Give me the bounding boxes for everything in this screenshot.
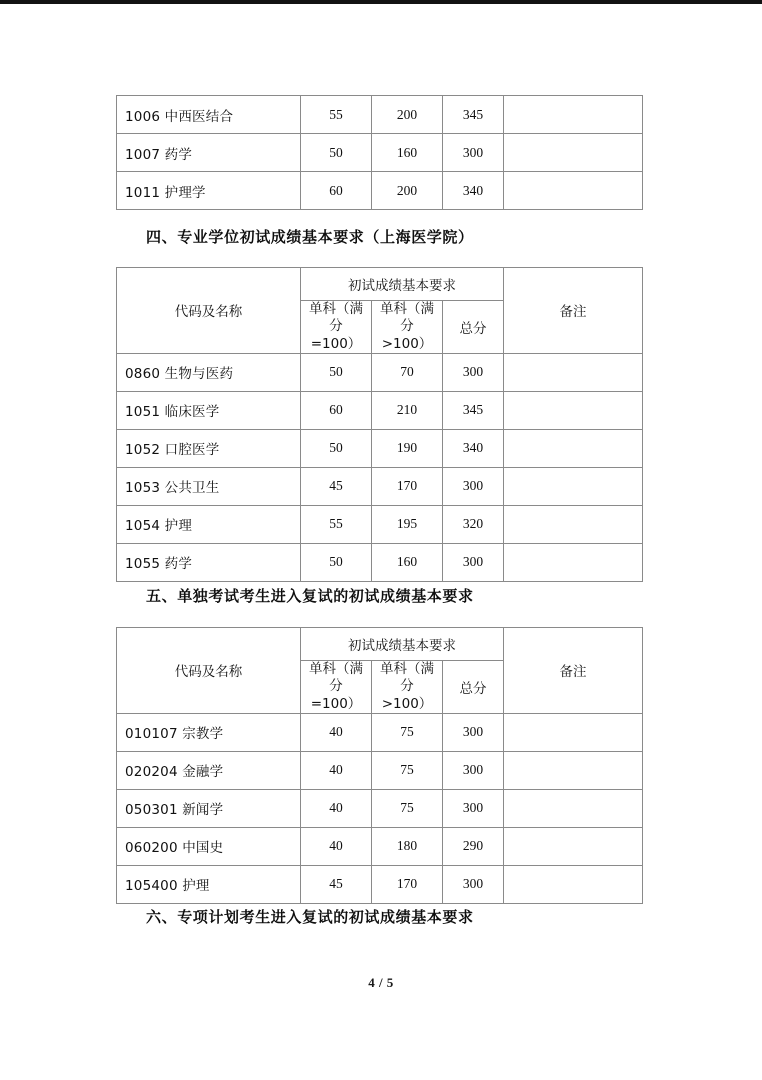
cell-remark — [504, 713, 643, 751]
cell-remark — [504, 172, 643, 210]
cell-single-eq100: 40 — [301, 713, 372, 751]
score-table-continued — [116, 95, 643, 210]
table-row — [117, 505, 643, 543]
cell-remark — [504, 543, 643, 581]
section-heading-six: 六、专项计划考生进入复试的初试成绩基本要求 — [146, 908, 474, 926]
header-program-name: 代码及名称 — [117, 268, 301, 354]
cell-total-score: 340 — [443, 429, 504, 467]
cell-program-name: 1051 临床医学 — [117, 391, 301, 429]
cell-total-score: 345 — [443, 96, 504, 134]
cell-single-eq100: 55 — [301, 96, 372, 134]
cell-remark — [504, 827, 643, 865]
table-body — [117, 96, 643, 210]
table-header — [117, 268, 643, 354]
cell-single-gt100: 75 — [372, 789, 443, 827]
header-single-gt100-line1: 单科（满 — [380, 661, 434, 677]
score-table-separate-exam — [116, 627, 643, 904]
table-row — [117, 467, 643, 505]
cell-single-eq100: 50 — [301, 134, 372, 172]
header-total-score: 总分 — [443, 301, 504, 354]
cell-program-name: 010107 宗教学 — [117, 713, 301, 751]
section-heading-five: 五、单独考试考生进入复试的初试成绩基本要求 — [146, 587, 474, 605]
table-header — [117, 628, 643, 714]
header-single-eq100-line2: 分=100） — [310, 678, 362, 712]
cell-program-name: 1053 公共卫生 — [117, 467, 301, 505]
cell-remark — [504, 865, 643, 903]
cell-remark — [504, 751, 643, 789]
header-single-gt100-line1: 单科（满 — [380, 301, 434, 317]
cell-remark — [504, 96, 643, 134]
cell-single-eq100: 45 — [301, 467, 372, 505]
cell-program-name: 1007 药学 — [117, 134, 301, 172]
cell-total-score: 320 — [443, 505, 504, 543]
table-header-row-1 — [117, 628, 643, 661]
cell-remark — [504, 134, 643, 172]
cell-program-name: 1011 护理学 — [117, 172, 301, 210]
cell-total-score: 300 — [443, 353, 504, 391]
header-program-name: 代码及名称 — [117, 628, 301, 714]
header-single-gt100 — [372, 301, 443, 354]
cell-single-gt100: 75 — [372, 713, 443, 751]
cell-total-score: 290 — [443, 827, 504, 865]
header-single-eq100-line2: 分=100） — [310, 318, 362, 352]
cell-program-name: 1054 护理 — [117, 505, 301, 543]
table-body — [117, 713, 643, 903]
cell-single-eq100: 60 — [301, 391, 372, 429]
cell-single-eq100: 50 — [301, 429, 372, 467]
cell-single-gt100: 180 — [372, 827, 443, 865]
cell-total-score: 300 — [443, 713, 504, 751]
table-header-row-1 — [117, 268, 643, 301]
cell-single-gt100: 160 — [372, 543, 443, 581]
cell-single-eq100: 40 — [301, 751, 372, 789]
cell-single-gt100: 190 — [372, 429, 443, 467]
cell-single-gt100: 75 — [372, 751, 443, 789]
table-row — [117, 429, 643, 467]
table-row — [117, 865, 643, 903]
cell-single-eq100: 55 — [301, 505, 372, 543]
table-row — [117, 827, 643, 865]
cell-total-score: 300 — [443, 751, 504, 789]
cell-program-name: 105400 护理 — [117, 865, 301, 903]
table-row — [117, 789, 643, 827]
cell-single-gt100: 200 — [372, 172, 443, 210]
table-body — [117, 353, 643, 581]
page-number-footer: 4 / 5 — [368, 975, 394, 990]
cell-program-name: 0860 生物与医药 — [117, 353, 301, 391]
cell-total-score: 300 — [443, 134, 504, 172]
cell-single-gt100: 210 — [372, 391, 443, 429]
table-row — [117, 134, 643, 172]
cell-single-gt100: 170 — [372, 467, 443, 505]
header-single-gt100-line2: 分>100） — [381, 318, 433, 352]
cell-single-gt100: 200 — [372, 96, 443, 134]
cell-single-eq100: 50 — [301, 543, 372, 581]
table-row — [117, 391, 643, 429]
cell-single-eq100: 50 — [301, 353, 372, 391]
cell-total-score: 300 — [443, 543, 504, 581]
cell-remark — [504, 353, 643, 391]
cell-total-score: 300 — [443, 467, 504, 505]
cell-single-eq100: 40 — [301, 789, 372, 827]
cell-total-score: 300 — [443, 789, 504, 827]
header-remark: 备注 — [504, 268, 643, 354]
header-single-eq100 — [301, 301, 372, 354]
cell-remark — [504, 467, 643, 505]
header-single-eq100-line1: 单科（满 — [309, 661, 363, 677]
cell-single-gt100: 170 — [372, 865, 443, 903]
cell-program-name: 1055 药学 — [117, 543, 301, 581]
table-row — [117, 543, 643, 581]
cell-remark — [504, 429, 643, 467]
section-heading-four: 四、专业学位初试成绩基本要求（上海医学院） — [146, 228, 474, 246]
cell-single-gt100: 160 — [372, 134, 443, 172]
cell-single-eq100: 45 — [301, 865, 372, 903]
cell-program-name: 050301 新闻学 — [117, 789, 301, 827]
cell-total-score: 300 — [443, 865, 504, 903]
cell-single-eq100: 40 — [301, 827, 372, 865]
header-single-eq100-line1: 单科（满 — [309, 301, 363, 317]
header-total-score: 总分 — [443, 661, 504, 714]
cell-total-score: 340 — [443, 172, 504, 210]
header-score-group: 初试成绩基本要求 — [301, 628, 504, 661]
header-single-gt100 — [372, 661, 443, 714]
header-single-gt100-line2: 分>100） — [381, 678, 433, 712]
cell-program-name: 1006 中西医结合 — [117, 96, 301, 134]
cell-total-score: 345 — [443, 391, 504, 429]
cell-single-gt100: 195 — [372, 505, 443, 543]
cell-single-eq100: 60 — [301, 172, 372, 210]
table-row — [117, 96, 643, 134]
cell-single-gt100: 70 — [372, 353, 443, 391]
header-remark: 备注 — [504, 628, 643, 714]
cell-remark — [504, 505, 643, 543]
cell-program-name: 020204 金融学 — [117, 751, 301, 789]
cell-program-name: 060200 中国史 — [117, 827, 301, 865]
table-row — [117, 713, 643, 751]
table-row — [117, 172, 643, 210]
table-row — [117, 751, 643, 789]
cell-remark — [504, 391, 643, 429]
table-row — [117, 353, 643, 391]
score-table-professional-degree — [116, 267, 643, 582]
cell-remark — [504, 789, 643, 827]
header-single-eq100 — [301, 661, 372, 714]
cell-program-name: 1052 口腔医学 — [117, 429, 301, 467]
header-score-group: 初试成绩基本要求 — [301, 268, 504, 301]
